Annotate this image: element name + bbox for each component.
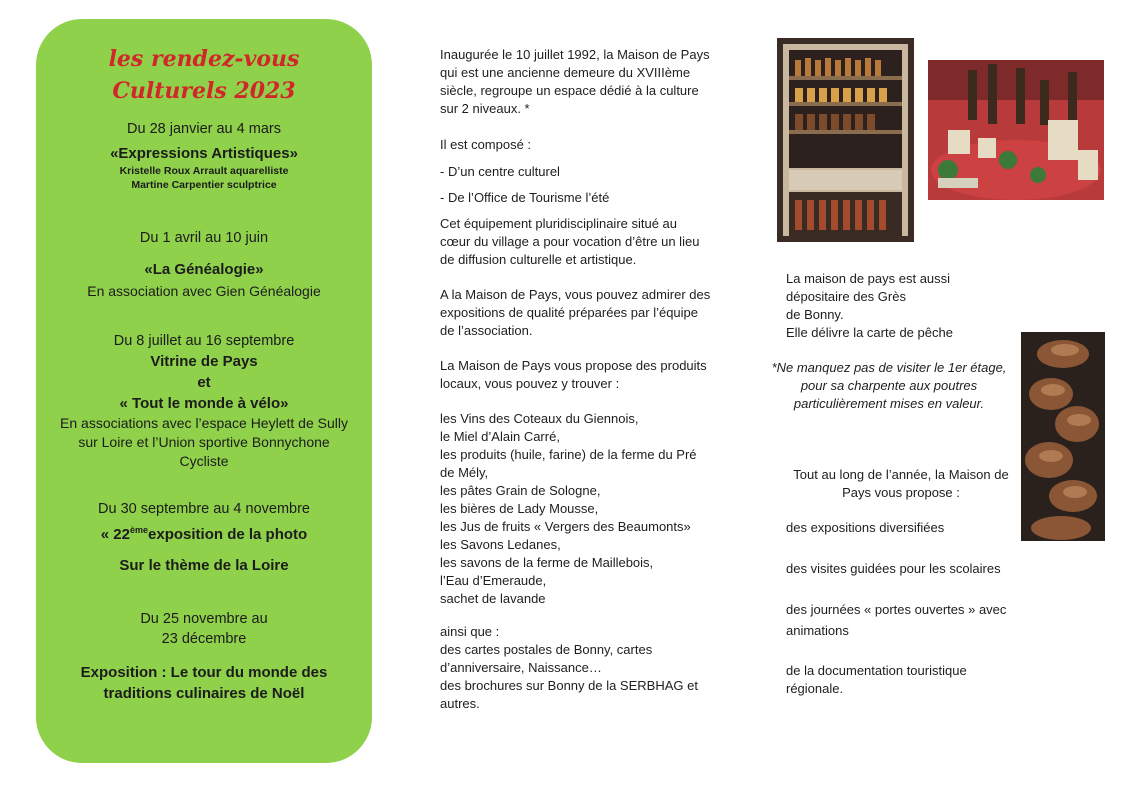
text-line: qui est une ancienne demeure du XVIIIème (440, 65, 691, 80)
event-5 (44, 609, 364, 704)
panel-title-line2: Culturels 2023 (112, 78, 296, 104)
event-title-2: « Tout le monde à vélo» (119, 395, 289, 412)
offer-item: des visites guidées pour les scolaires (786, 561, 1001, 576)
intro-paragraph (440, 46, 710, 118)
text-line: Pays vous propose : (842, 485, 960, 500)
wine-shelf-image (777, 38, 914, 242)
fishing-card-text: Elle délivre la carte de pêche (786, 325, 953, 340)
offer-item: des expositions diversifiées (786, 520, 945, 535)
text-line: La maison de pays est aussi dépositaire des Grès (786, 271, 951, 304)
event-partner: sur Loire et l’Union sportive Bonnychone (78, 434, 330, 450)
text-line: Tout au long de l’année, la Maison de (793, 467, 1009, 482)
event-title-sup: ème (130, 525, 149, 535)
event-4 (44, 499, 364, 576)
text-line: de diffusion culturelle et artistique. (440, 252, 637, 267)
product-item: les Jus de fruits « Vergers des Beaumonts» (440, 519, 691, 534)
event-artist: Martine Carpentier sculptrice (131, 179, 277, 191)
event-date: Du 8 juillet au 16 septembre (113, 333, 295, 349)
event-2 (44, 228, 364, 301)
product-item: les produits (huile, farine) de la ferme du Pré (440, 447, 697, 462)
event-date: Du 30 septembre au 4 novembre (98, 501, 310, 517)
text-line: de Bonny. (786, 307, 844, 322)
text-line: siècle, regroupe un espace dédié à la culture (440, 83, 699, 98)
text-line: de l’association. (440, 323, 533, 338)
also-list (440, 623, 698, 713)
event-date: 23 décembre (161, 631, 247, 647)
product-item: l’Eau d’Emeraude, (440, 573, 547, 588)
also-item: d’anniversaire, Naissance… (440, 660, 602, 675)
composed-label: Il est composé : (440, 137, 532, 152)
event-title-suffix: exposition de la photo (148, 526, 308, 543)
composition-item: - De l’Office de Tourisme l’été (440, 190, 610, 205)
gres-pottery-image (1021, 332, 1105, 541)
product-item: les pâtes Grain de Sologne, (440, 483, 601, 498)
text-line: Inaugurée le 10 juillet 1992, la Maison de Pays (440, 47, 710, 62)
middle-column (440, 46, 740, 726)
text-line: A la Maison de Pays, vous pouvez admirer des (440, 287, 711, 302)
offer-item: de la documentation touristique régionale. (786, 663, 967, 696)
composition-item: - D’un centre culturel (440, 164, 560, 179)
product-item: les Savons Ledanes, (440, 537, 561, 552)
events-panel (36, 19, 372, 763)
exhibitions-paragraph (440, 286, 710, 340)
text-line: particulièrement mises en valeur. (793, 396, 985, 411)
panel-title-line1: les rendez-vous (108, 46, 300, 72)
product-item: le Miel d’Alain Carré, (440, 429, 560, 444)
offer-item: des journées « portes ouvertes » avec (786, 602, 1007, 617)
year-intro (786, 466, 1016, 502)
product-item: les Vins des Coteaux du Giennois, (440, 411, 639, 426)
event-title-prefix: « 22 (100, 526, 130, 543)
also-item: ainsi que : (440, 624, 500, 639)
event-date: Du 28 janvier au 4 mars (127, 121, 281, 137)
text-line: expositions de qualité préparées par l’équipe (440, 305, 699, 320)
event-title: «Expressions Artistiques» (110, 145, 298, 162)
products-display-photo (928, 60, 1104, 200)
product-item: les bières de Lady Mousse, (440, 501, 599, 516)
visit-note (769, 359, 1009, 413)
event-theme: Sur le thème de la Loire (119, 557, 289, 574)
event-date: Du 1 avril au 10 juin (139, 230, 269, 246)
wine-shelf-photo (777, 38, 914, 242)
offer-item: animations (786, 623, 849, 638)
event-partner: En associations avec l’espace Heylett de Sully (60, 415, 348, 431)
event-conjunction: et (197, 374, 211, 391)
also-item: autres. (440, 696, 480, 711)
event-title: Exposition : Le tour du monde des (80, 664, 328, 681)
text-line: *Ne manquez pas de visiter le 1er étage, (771, 360, 1007, 375)
event-title (44, 520, 364, 545)
gres-paragraph (786, 270, 1017, 324)
event-partner: Cycliste (179, 453, 229, 469)
also-item: des brochures sur Bonny de la SERBHAG et (440, 678, 698, 693)
event-partner: En association avec Gien Généalogie (87, 283, 321, 299)
text-line: pour sa charpente aux poutres (800, 378, 978, 393)
text-line: locaux, vous pouvez y trouver : (440, 376, 620, 391)
text-line: cœur du village a pour vocation d’être un lieu (440, 234, 700, 249)
event-1 (44, 119, 364, 192)
text-line: Cet équipement pluridisciplinaire situé au (440, 216, 678, 231)
product-item: de Mély, (440, 465, 489, 480)
equipment-paragraph (440, 215, 699, 269)
gres-pottery-photo (1021, 332, 1105, 541)
event-title: «La Généalogie» (144, 261, 264, 278)
product-item: sachet de lavande (440, 591, 546, 606)
event-date: Du 25 novembre au (140, 611, 268, 627)
event-artist: Kristelle Roux Arrault aquarelliste (119, 165, 289, 177)
event-title: Vitrine de Pays (150, 353, 258, 370)
event-3 (44, 331, 364, 471)
products-display-image (928, 60, 1104, 200)
event-title: traditions culinaires de Noël (103, 685, 305, 702)
right-column (771, 270, 1017, 696)
text-line: La Maison de Pays vous propose des produits (440, 358, 707, 373)
product-item: les savons de la ferme de Maillebois, (440, 555, 654, 570)
products-intro (440, 357, 707, 393)
text-line: sur 2 niveaux. * (440, 101, 530, 116)
also-item: des cartes postales de Bonny, cartes (440, 642, 653, 657)
products-list (440, 410, 697, 608)
